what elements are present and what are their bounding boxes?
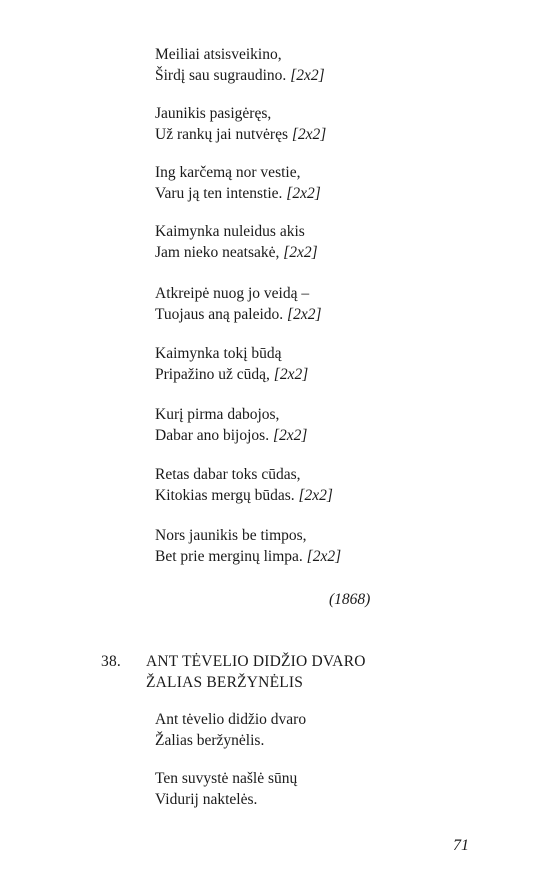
verse-line: Ten suvystė našlė sūnų <box>155 770 298 787</box>
song-title-line-1: ANT TĖVELIO DIDŽIO DVARO <box>146 653 366 670</box>
song-stanza-1 <box>155 709 306 751</box>
verse-line: Tuojaus aną paleido. [2x2] <box>155 306 322 323</box>
poem-date: (1868) <box>329 591 371 608</box>
verse-line: Už rankų jai nutvėręs [2x2] <box>155 126 327 143</box>
verse-line: Jaunikis pasigėręs, <box>155 105 272 122</box>
verse-line: Bet prie merginų limpa. [2x2] <box>155 548 342 565</box>
poem-stanza-4 <box>155 221 318 263</box>
song-stanza-2 <box>155 768 297 810</box>
verse-line: Kaimynka tokį būdą <box>155 345 282 362</box>
song-heading <box>101 651 366 693</box>
poem-stanza-1 <box>155 44 325 86</box>
poem-stanza-2 <box>155 103 326 145</box>
verse-line: Pripažino už cūdą, [2x2] <box>155 366 309 383</box>
poem-stanza-8 <box>155 464 333 506</box>
song-title-line-2: ŽALIAS BERŽYNĖLIS <box>146 674 304 691</box>
verse-line: Kaimynka nuleidus akis <box>155 223 305 240</box>
poem-stanza-6 <box>155 343 308 385</box>
verse-line: Nors jaunikis be timpos, <box>155 527 307 544</box>
verse-line: Jam nieko neatsakė, [2x2] <box>155 244 318 261</box>
poem-stanza-3 <box>155 162 321 204</box>
poem-stanza-7 <box>155 404 307 446</box>
poem-stanza-9 <box>155 525 341 567</box>
verse-line: Žalias beržynėlis. <box>155 732 265 749</box>
verse-line: Širdį sau sugraudino. [2x2] <box>155 67 325 84</box>
verse-line: Atkreipė nuog jo veidą – <box>155 285 310 302</box>
song-number: 38. <box>101 653 121 670</box>
verse-line: Ing karčemą nor vestie, <box>155 164 301 181</box>
verse-line: Varu ją ten intenstie. [2x2] <box>155 185 321 202</box>
verse-line: Dabar ano bijojos. [2x2] <box>155 427 308 444</box>
verse-line: Kurį pirma dabojos, <box>155 406 280 423</box>
verse-line: Retas dabar toks cūdas, <box>155 466 301 483</box>
verse-line: Vidurij naktelės. <box>155 791 258 808</box>
verse-line: Kitokias mergų būdas. [2x2] <box>155 487 333 504</box>
verse-line: Ant tėvelio didžio dvaro <box>155 711 307 728</box>
poem-stanza-5 <box>155 283 321 325</box>
page-number: 71 <box>453 837 469 854</box>
verse-line: Meiliai atsisveikino, <box>155 46 282 63</box>
